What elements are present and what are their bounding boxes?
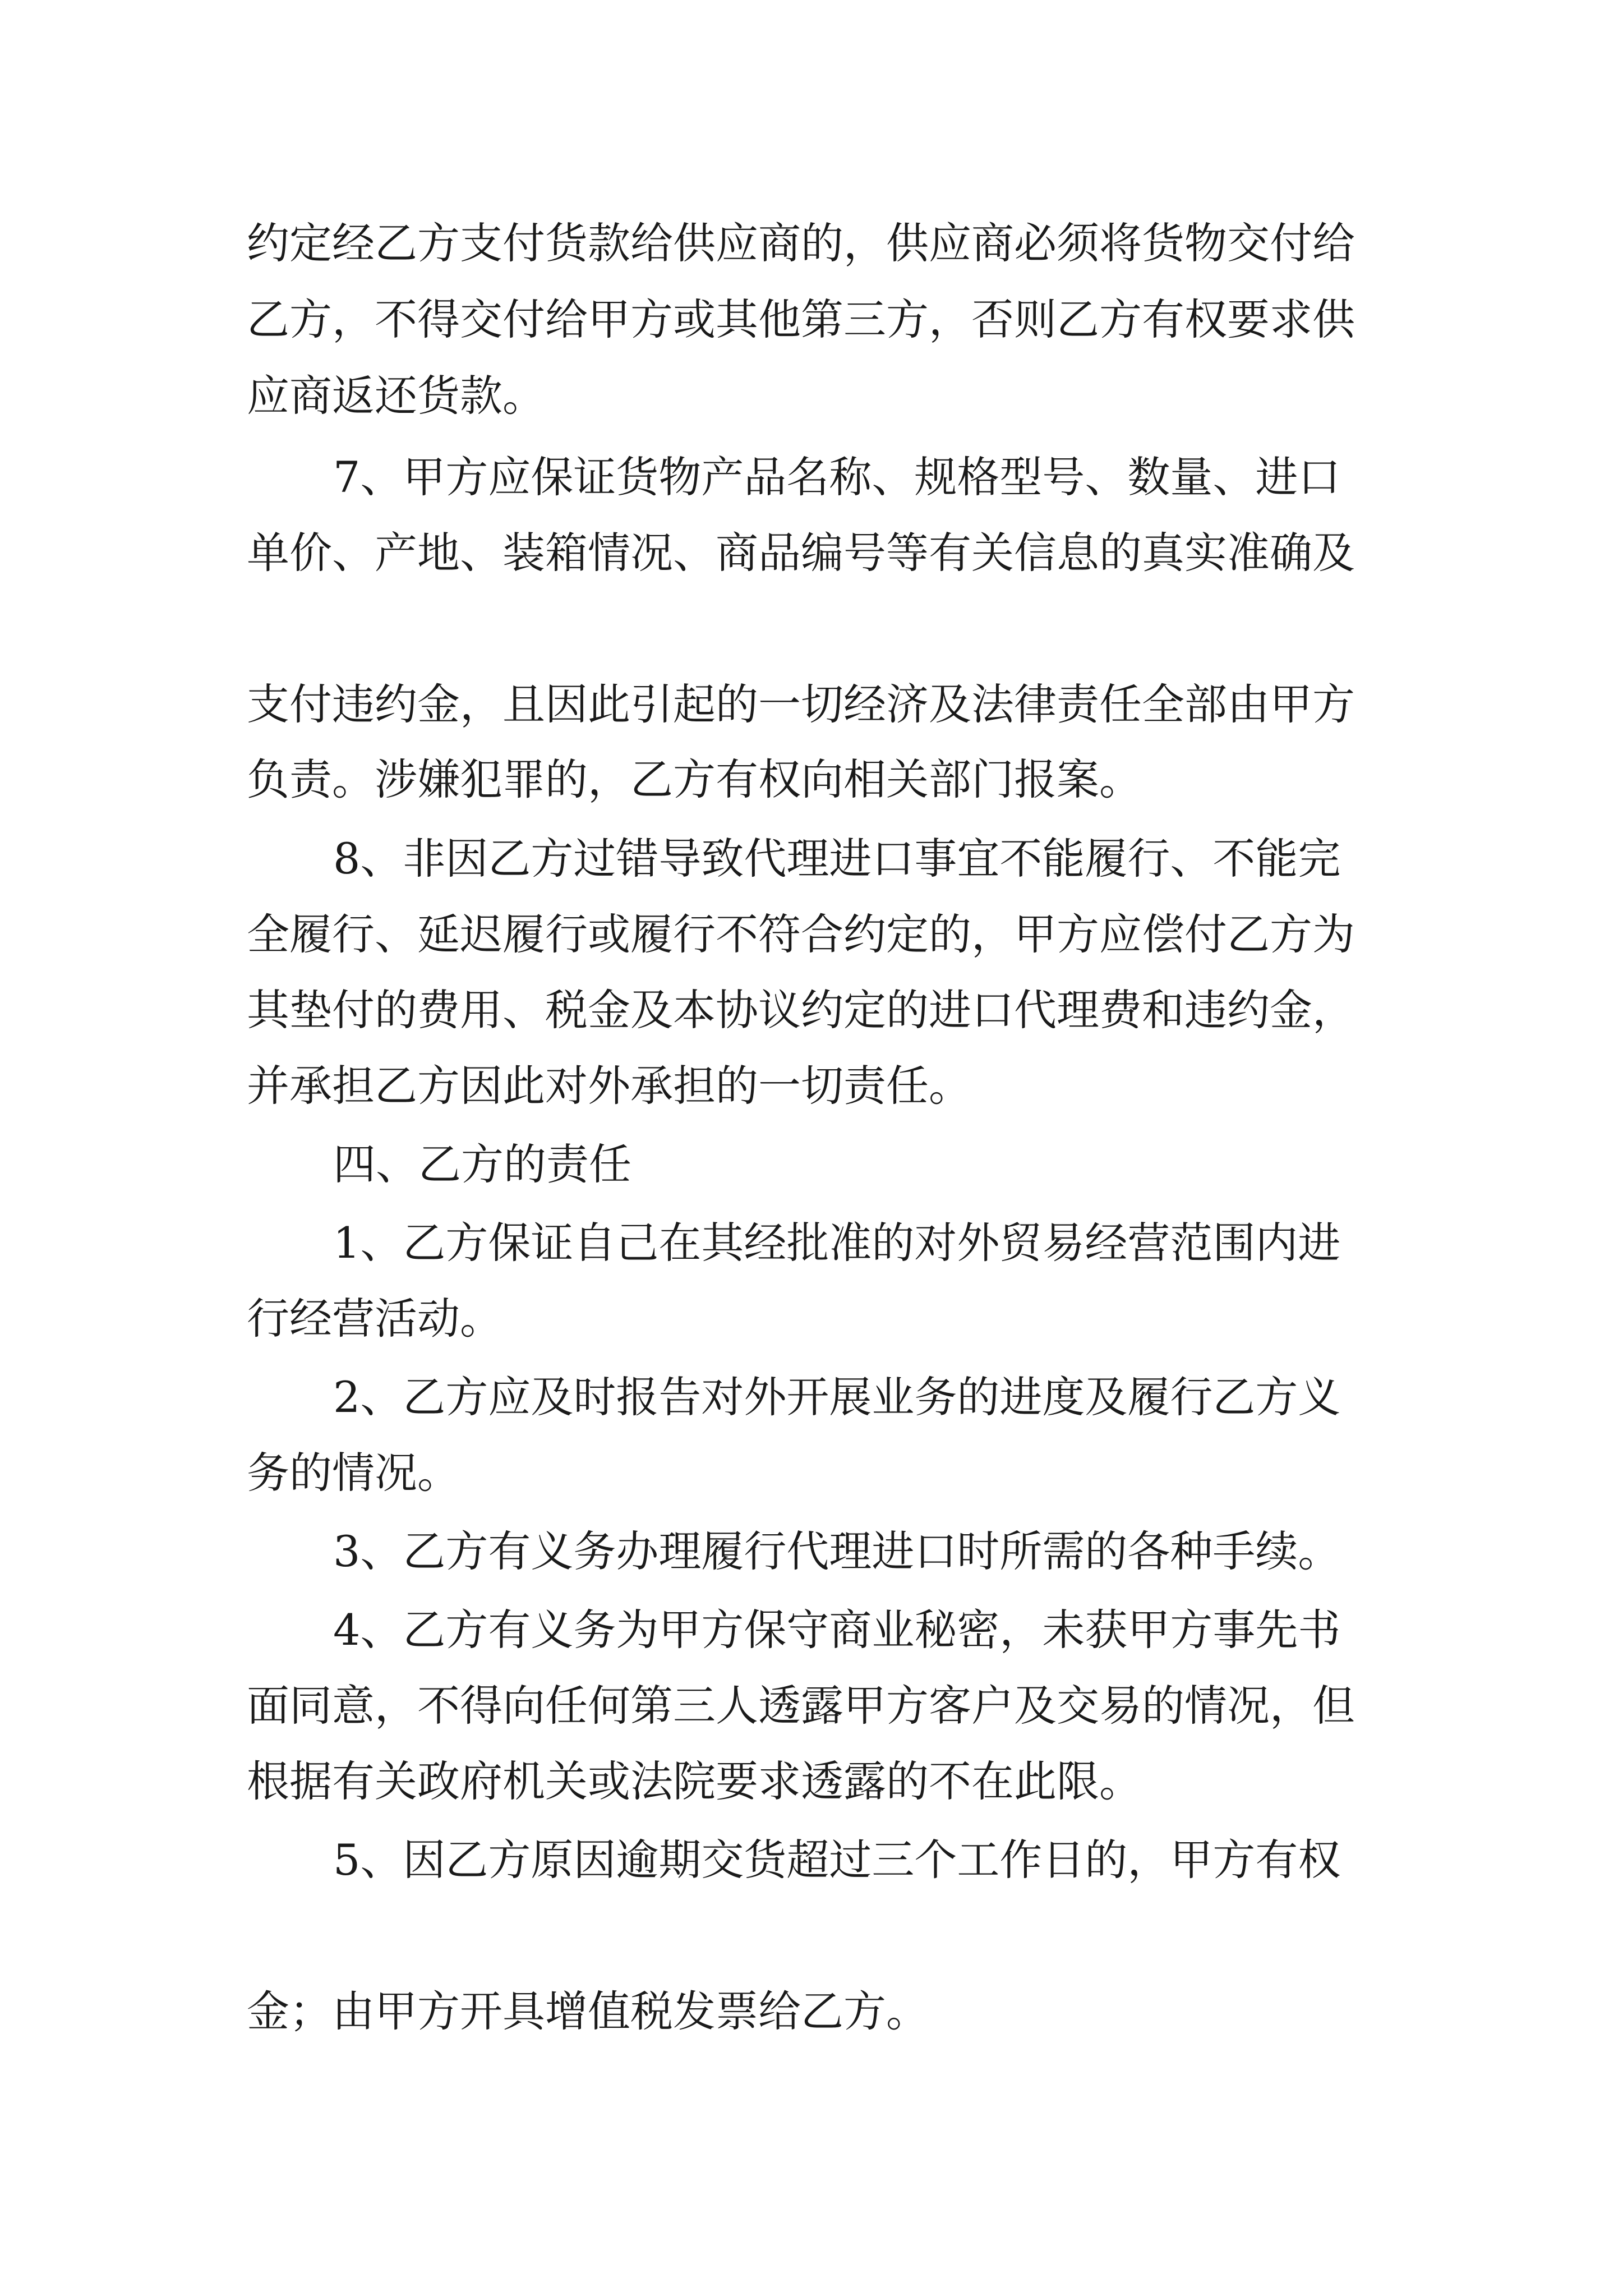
paragraph-line: 应商返还货款。 — [247, 371, 545, 421]
paragraph-line: 负责。涉嫌犯罪的，乙方有权向相关部门报案。 — [247, 754, 1142, 804]
paragraph-line: 乙方，不得交付给甲方或其他第三方，否则乙方有权要求供 — [247, 295, 1355, 344]
clause-7-line: 7、甲方应保证货物产品名称、规格型号、数量、进口 — [333, 452, 1341, 502]
clause-2-line: 2、乙方应及时报告对外开展业务的进度及履行乙方义 — [333, 1372, 1341, 1422]
clause-1-line: 1、乙方保证自己在其经批准的对外贸易经营范围内进 — [333, 1218, 1341, 1268]
paragraph-line: 全履行、延迟履行或履行不符合约定的，甲方应偿付乙方为 — [247, 909, 1355, 959]
paragraph-line: 行经营活动。 — [247, 1294, 502, 1343]
paragraph-line: 根据有关政府机关或法院要求透露的不在此限。 — [247, 1756, 1142, 1806]
paragraph-line: 金；由甲方开具增值税发票给乙方。 — [247, 1986, 929, 2036]
paragraph-line: 约定经乙方支付货款给供应商的，供应商必须将货物交付给 — [247, 218, 1355, 268]
paragraph-line: 面同意，不得向任何第三人透露甲方客户及交易的情况，但 — [247, 1681, 1355, 1731]
paragraph-line: 支付违约金，且因此引起的一切经济及法律责任全部由甲方 — [247, 679, 1355, 729]
paragraph-line: 单价、产地、装箱情况、商品编号等有关信息的真实准确及 — [247, 528, 1355, 578]
paragraph-line: 并承担乙方因此对外承担的一切责任。 — [247, 1061, 971, 1111]
paragraph-line: 其垫付的费用、税金及本协议约定的进口代理费和违约金， — [247, 985, 1355, 1035]
paragraph-line-with-blank — [247, 1897, 1623, 1975]
paragraph-line-with-blank — [247, 590, 1623, 668]
clause-4-line: 4、乙方有义务为甲方保守商业秘密，未获甲方事先书 — [333, 1605, 1341, 1655]
paragraph-line: 务的情况。 — [247, 1448, 460, 1498]
clause-8-line: 8、非因乙方过错导致代理进口事宜不能履行、不能完 — [333, 834, 1341, 884]
section-heading: 四、乙方的责任 — [333, 1139, 631, 1189]
clause-5-line: 5、因乙方原因逾期交货超过三个工作日的，甲方有权 — [333, 1835, 1341, 1885]
clause-3-line: 3、乙方有义务办理履行代理进口时所需的各种手续。 — [333, 1526, 1341, 1576]
